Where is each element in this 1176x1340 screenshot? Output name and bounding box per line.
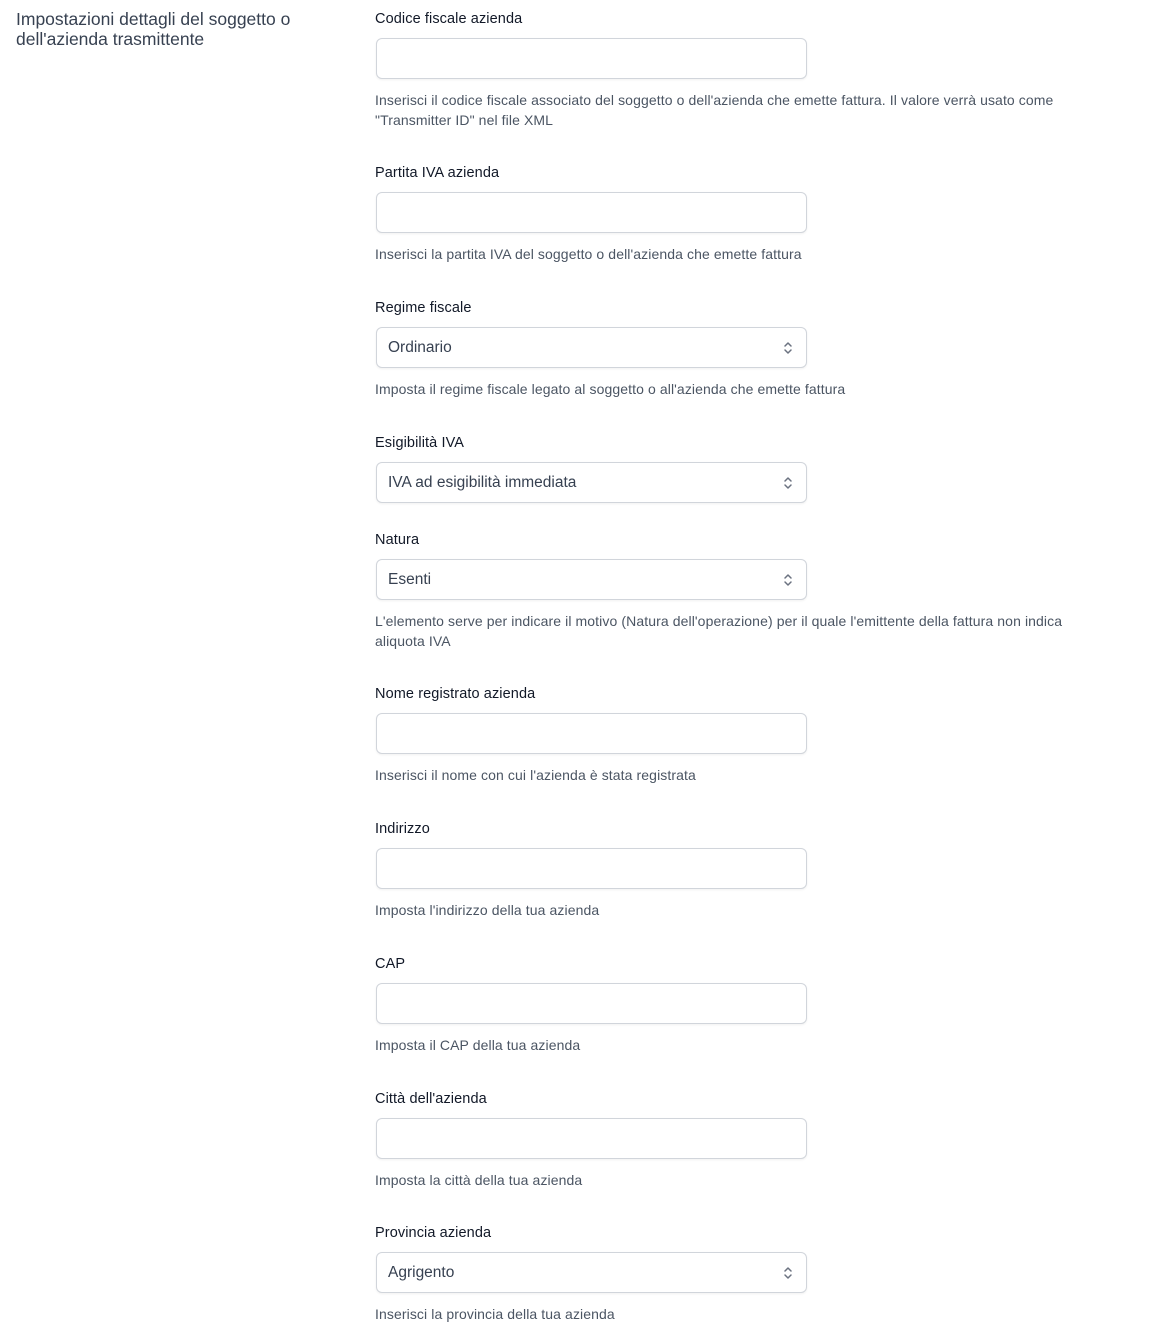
- citta-label: Città dell'azienda: [375, 1091, 487, 1107]
- field-citta: [375, 1090, 1135, 1188]
- codice-fiscale-label: Codice fiscale azienda: [375, 11, 523, 27]
- chevron-up-down-icon: [782, 572, 794, 588]
- indirizzo-label: Indirizzo: [375, 821, 430, 837]
- field-indirizzo: [375, 820, 1135, 918]
- chevron-up-down-icon: [782, 340, 794, 356]
- regime-fiscale-selected-value: Ordinario: [388, 339, 452, 356]
- citta-input[interactable]: [376, 1118, 807, 1159]
- codice-fiscale-input[interactable]: [376, 38, 807, 79]
- field-esigibilita-iva: [375, 434, 1135, 491]
- natura-selected-value: Esenti: [388, 571, 432, 588]
- regime-fiscale-select[interactable]: [376, 327, 807, 368]
- nome-registrato-label: Nome registrato azienda: [375, 686, 536, 702]
- cap-help: Imposta il CAP della tua azienda: [375, 1037, 581, 1053]
- field-regime-fiscale: [375, 299, 1135, 397]
- regime-fiscale-label: Regime fiscale: [375, 300, 472, 316]
- nome-registrato-input[interactable]: [376, 713, 807, 754]
- partita-iva-help: Inserisci la partita IVA del soggetto o dell'azienda che emette fattura: [375, 246, 802, 262]
- regime-fiscale-help: Imposta il regime fiscale legato al soggetto o all'azienda che emette fattura: [375, 381, 846, 397]
- provincia-help: Inserisci la provincia della tua azienda: [375, 1306, 615, 1322]
- provincia-label: Provincia azienda: [375, 1225, 492, 1241]
- esigibilita-iva-select[interactable]: [376, 462, 807, 503]
- field-cap: [375, 955, 1135, 1053]
- partita-iva-input[interactable]: [376, 192, 807, 233]
- indirizzo-input[interactable]: [376, 848, 807, 889]
- cap-input[interactable]: [376, 983, 807, 1024]
- chevron-up-down-icon: [782, 475, 794, 491]
- natura-label: Natura: [375, 532, 420, 548]
- esigibilita-iva-label: Esigibilità IVA: [375, 435, 465, 451]
- field-provincia: [375, 1224, 1135, 1322]
- field-nome-registrato: [375, 685, 1135, 783]
- codice-fiscale-help: Inserisci il codice fiscale associato del soggetto o dell'azienda che emette fattura. Il valore verrà usato come "Transmitter ID" nel file XML: [375, 92, 1054, 128]
- citta-help: Imposta la città della tua azienda: [375, 1172, 583, 1188]
- esigibilita-iva-selected-value: IVA ad esigibilità immediata: [388, 474, 577, 491]
- natura-select[interactable]: [376, 559, 807, 600]
- natura-help: L'elemento serve per indicare il motivo (Natura dell'operazione) per il quale l'emittente della fattura non indica aliquota IVA: [375, 613, 1063, 649]
- cap-label: CAP: [375, 956, 406, 972]
- nome-registrato-help: Inserisci il nome con cui l'azienda è stata registrata: [375, 767, 696, 783]
- field-partita-iva: [375, 164, 1135, 262]
- indirizzo-help: Imposta l'indirizzo della tua azienda: [375, 902, 600, 918]
- field-codice-fiscale: [375, 10, 1135, 128]
- provincia-selected-value: Agrigento: [388, 1264, 455, 1281]
- provincia-select[interactable]: [376, 1252, 807, 1293]
- chevron-up-down-icon: [782, 1265, 794, 1281]
- field-natura: [375, 531, 1135, 649]
- partita-iva-label: Partita IVA azienda: [375, 165, 500, 181]
- section-title: Impostazioni dettagli del soggetto o dell'azienda trasmittente: [16, 9, 291, 49]
